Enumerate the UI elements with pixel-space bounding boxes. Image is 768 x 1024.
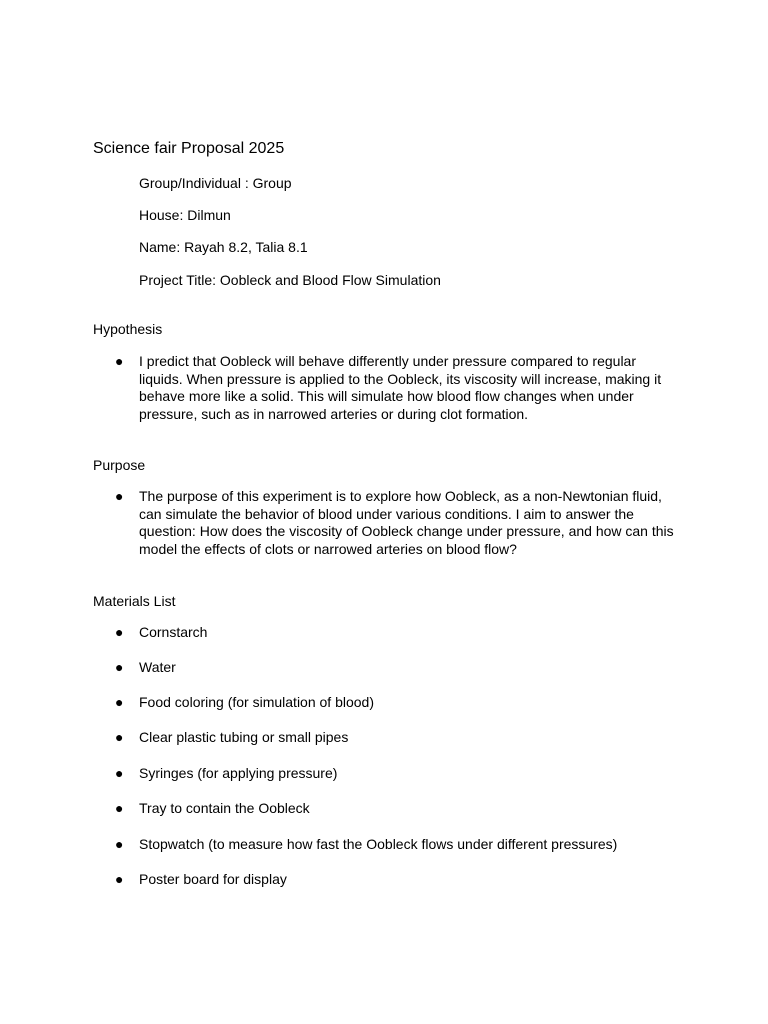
bullet-icon: ● [115, 765, 124, 781]
purpose-heading: Purpose [93, 457, 146, 473]
material-item: Cornstarch [139, 624, 208, 640]
material-item: Poster board for display [139, 871, 287, 887]
hypothesis-text: I predict that Oobleck will behave differently under pressure compared to regular liquids. When pressure is applied to the Oobleck, its viscosity will increase, making it behave more like a solid. This will simulate how blood flow changes when under pressure, such as in narrowed arteries or during clot formation. [139, 353, 662, 423]
material-item: Water [139, 659, 176, 675]
bullet-icon: ● [115, 624, 124, 640]
document-title: Science fair Proposal 2025 [93, 140, 285, 157]
bullet-icon: ● [115, 488, 124, 504]
house-line: House: Dilmun [139, 207, 231, 223]
material-item: Stopwatch (to measure how fast the Oobleck flows under different pressures) [139, 836, 618, 852]
group-individual-line: Group/Individual : Group [139, 175, 292, 191]
materials-heading: Materials List [93, 593, 176, 609]
material-item: Food coloring (for simulation of blood) [139, 694, 375, 710]
material-item: Tray to contain the Oobleck [139, 800, 310, 816]
hypothesis-heading: Hypothesis [93, 321, 163, 337]
bullet-icon: ● [115, 836, 124, 852]
material-item: Syringes (for applying pressure) [139, 765, 338, 781]
bullet-icon: ● [115, 729, 124, 745]
bullet-icon: ● [115, 659, 124, 675]
name-line: Name: Rayah 8.2, Talia 8.1 [139, 239, 308, 255]
bullet-icon: ● [115, 353, 124, 369]
project-title-line: Project Title: Oobleck and Blood Flow Simulation [139, 272, 441, 288]
material-item: Clear plastic tubing or small pipes [139, 729, 349, 745]
purpose-text: The purpose of this experiment is to explore how Oobleck, as a non-Newtonian fluid, can simulate the behavior of blood under various conditions. I aim to answer the question: How does the viscosity of Oobleck change under pressure, and how can this model the effects of clots or narrowed arteries on blood flow? [139, 488, 674, 558]
bullet-icon: ● [115, 694, 124, 710]
bullet-icon: ● [115, 800, 124, 816]
bullet-icon: ● [115, 871, 124, 887]
